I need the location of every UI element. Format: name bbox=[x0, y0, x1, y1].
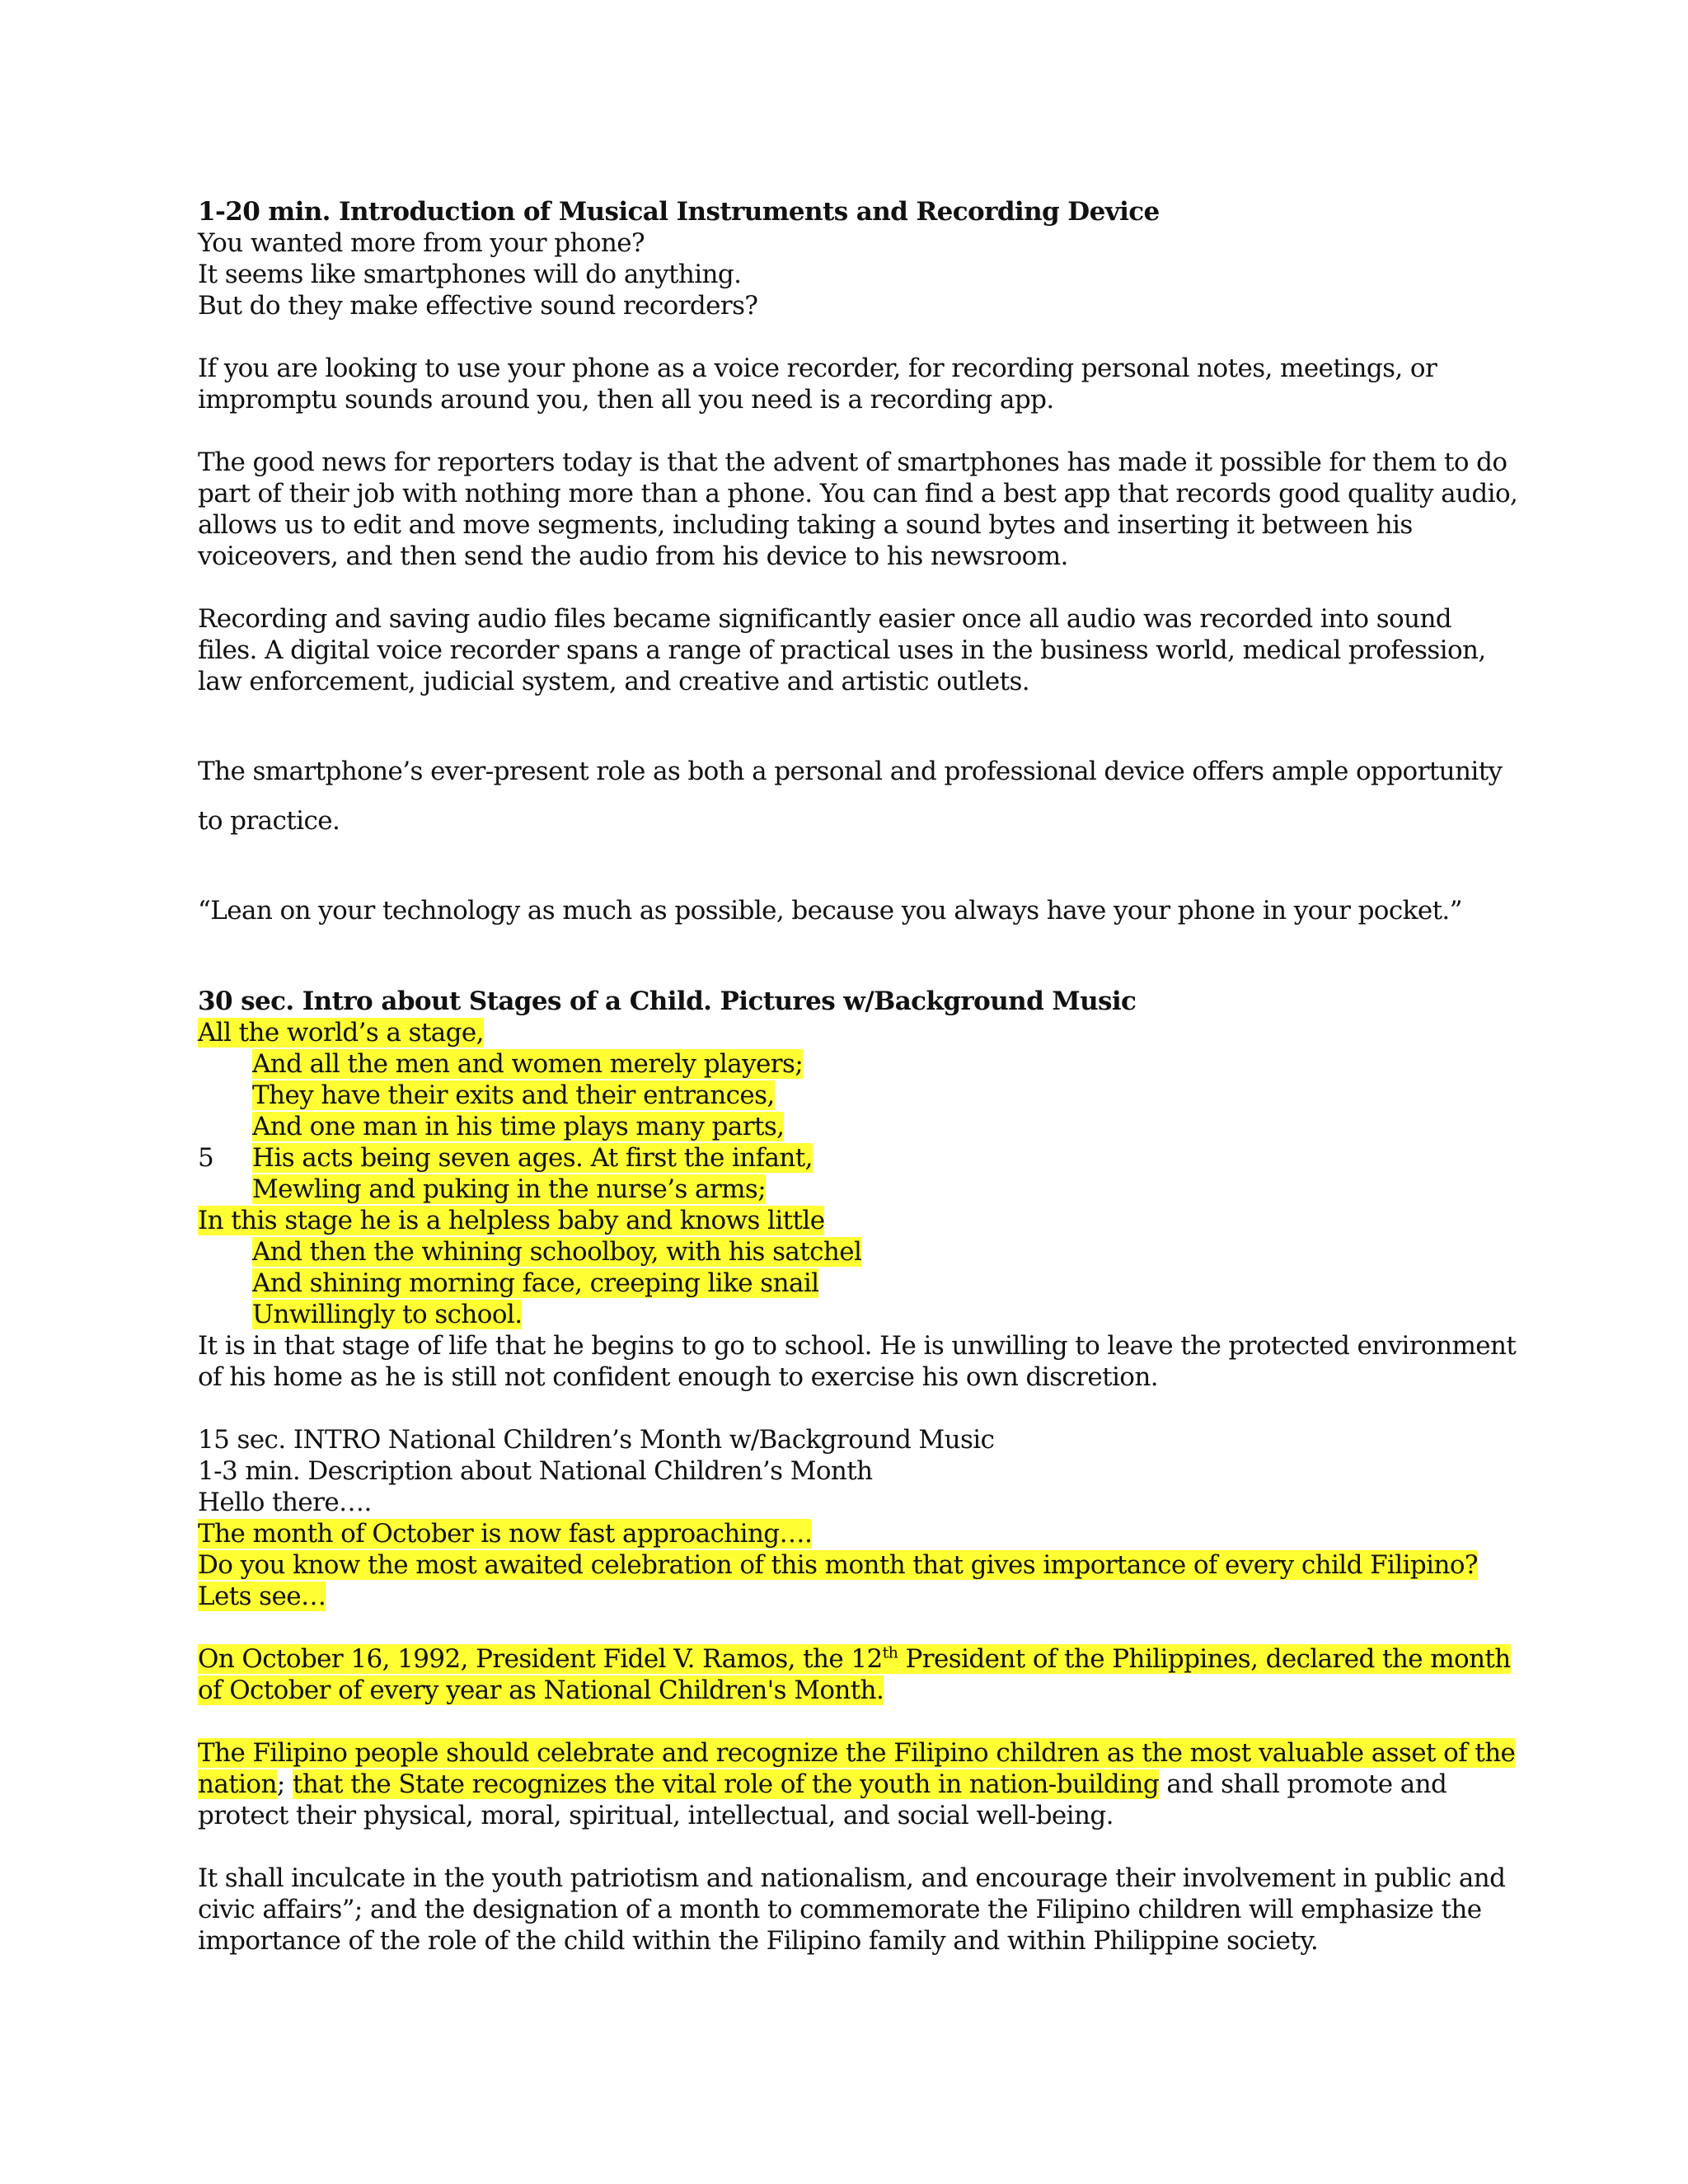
poem-line: All the world’s a stage, bbox=[198, 1018, 484, 1047]
text-line: If you are looking to use your phone as a voice recorder, for recording personal notes, meetings, or bbox=[198, 354, 1437, 383]
highlighted-line: The Filipino people should celebrate and recognize the Filipino children as the most valuable asset of the bbox=[198, 1738, 1516, 1768]
text-line: It shall inculcate in the youth patriotism and nationalism, and encourage their involvement in public and bbox=[198, 1863, 1506, 1893]
text-line: importance of the role of the child within the Filipino family and within Philippine society. bbox=[198, 1926, 1319, 1956]
poem-line: 5 His acts being seven ages. At first the infant, bbox=[198, 1143, 813, 1173]
highlighted-line: Do you know the most awaited celebration of this month that gives importance of every child Filipino? bbox=[198, 1550, 1478, 1580]
text-line: law enforcement, judicial system, and creative and artistic outlets. bbox=[198, 667, 1030, 696]
poem-line: And shining morning face, creeping like snail bbox=[252, 1268, 819, 1298]
text-line: part of their job with nothing more than a phone. You can find a best app that records good quality audio, bbox=[198, 479, 1518, 509]
text-line: voiceovers, and then send the audio from his device to his newsroom. bbox=[198, 541, 1068, 571]
highlighted-line: The month of October is now fast approaching…. bbox=[198, 1519, 813, 1549]
text-line: The good news for reporters today is that the advent of smartphones has made it possible for them to do bbox=[198, 448, 1507, 477]
poem-line: Unwillingly to school. bbox=[252, 1300, 523, 1329]
text-line: civic affairs”; and the designation of a month to commemorate the Filipino children will emphasize the bbox=[198, 1895, 1482, 1924]
poem-line: And one man in his time plays many parts, bbox=[252, 1112, 785, 1141]
section-heading-stages: 30 sec. Intro about Stages of a Child. Pictures w/Background Music bbox=[198, 987, 1137, 1016]
text-line: impromptu sounds around you, then all you need is a recording app. bbox=[198, 385, 1054, 415]
poem-line: And all the men and women merely players; bbox=[252, 1049, 804, 1079]
text-line: But do they make effective sound recorders? bbox=[198, 291, 758, 321]
highlighted-line: On October 16, 1992, President Fidel V. Ramos, the 12th President of the Philippines, declared the month bbox=[198, 1643, 1511, 1674]
segment-intro: 15 sec. INTRO National Children’s Month w/Background Music bbox=[198, 1425, 995, 1455]
document-body bbox=[198, 196, 1523, 1957]
text-line: protect their physical, moral, spiritual, intellectual, and social well-being. bbox=[198, 1801, 1114, 1830]
text-line: It seems like smartphones will do anything. bbox=[198, 260, 742, 289]
section-heading-recording: 1-20 min. Introduction of Musical Instruments and Recording Device bbox=[198, 197, 1160, 227]
text-line: Recording and saving audio files became significantly easier once all audio was recorded into sound bbox=[198, 604, 1452, 634]
text-line: allows us to edit and move segments, including taking a sound bytes and inserting it between his bbox=[198, 510, 1413, 540]
text-line: to practice. bbox=[198, 806, 340, 836]
poem-line: Mewling and puking in the nurse’s arms; bbox=[252, 1174, 767, 1204]
mixed-highlight-line: nation; that the State recognizes the vital role of the youth in nation-building and shall promote and bbox=[198, 1769, 1447, 1799]
text-line: The smartphone’s ever-present role as both a personal and professional device offers ample opportunity bbox=[198, 757, 1503, 786]
greeting: Hello there…. bbox=[198, 1488, 372, 1517]
poem-line: In this stage he is a helpless baby and knows little bbox=[198, 1206, 825, 1235]
poem-line: They have their exits and their entrances, bbox=[252, 1080, 775, 1110]
text-line: of his home as he is still not confident enough to exercise his own discretion. bbox=[198, 1362, 1158, 1392]
poem-line: And then the whining schoolboy, with his satchel bbox=[252, 1237, 862, 1267]
poem-line-number: 5 bbox=[198, 1143, 214, 1173]
text-line: files. A digital voice recorder spans a range of practical uses in the business world, medical profession, bbox=[198, 635, 1486, 665]
text-line: It is in that stage of life that he begins to go to school. He is unwilling to leave the protected environment bbox=[198, 1331, 1517, 1361]
segment-description: 1-3 min. Description about National Children’s Month bbox=[198, 1456, 873, 1486]
text-line: You wanted more from your phone? bbox=[198, 228, 645, 258]
highlighted-line: Lets see… bbox=[198, 1582, 326, 1611]
highlighted-line: of October of every year as National Children's Month. bbox=[198, 1675, 884, 1705]
quote-line: “Lean on your technology as much as possible, because you always have your phone in your pocket.” bbox=[198, 896, 1462, 926]
